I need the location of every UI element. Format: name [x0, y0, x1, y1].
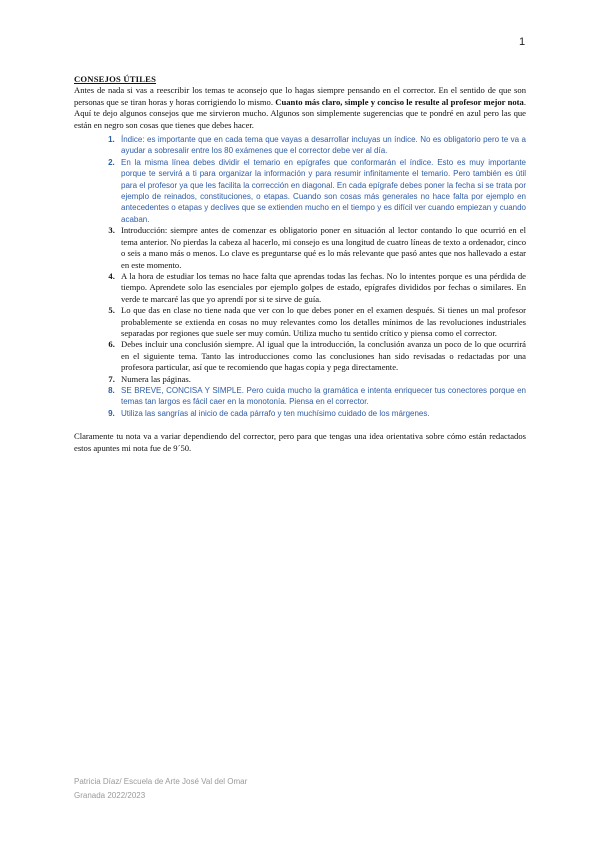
intro-text-2: . Aquí te dejo algunos consejos que me sirvieron mucho. Algunos son simplemente sugerencias que te pondré en azul pero las que están en negro son cosas que tienes que debes hacer. [74, 96, 526, 130]
list-item: 3. Introducción: siempre antes de comenzar es obligatorio poner en situación al lector contando lo que ocurrió en el tema anterior. No pierdas la cabeza al hacerlo, mi consejo es una longitud de cuatro líneas de texto a ordenador, cinco o seis a mano más o menos. Lo clave es preguntarse qué es lo más relevante que pasó antes que nos hallevado a estar en este momento. [117, 225, 526, 271]
list-item: 7. Numera las páginas. [117, 374, 526, 385]
list-item: 2. En la misma línea debes dividir el temario en epígrafes que conformarán el índice. Esto es muy importante porque te servirá a ti para organizar la información y para resumir infinitamente el temario. Pero también es útil para el profesor ya que les facilita la corrección en diagonal. En cada epígrafe debes poner la fecha si se trata por ejemplo de reinados, constituciones, o etapas. Cuando son cosas más generales no hace falta por ejemplo en antecedentes o etapas y declives que se extienden mucho en el tiempo y es difícil ver cuando empiezan y cuando acaban. [117, 157, 526, 225]
footer-author: Patricia Díaz/ Escuela de Arte José Val del Omar [74, 777, 248, 786]
footer-place-year: Granada 2022/2023 [74, 791, 146, 800]
list-item: 8. SE BREVE, CONCISA Y SIMPLE. Pero cuida mucho la gramática e intenta enriquecer tus conectores porque en temas tan largos es fácil caer en la monotonía. Piensa en el corrector. [117, 385, 526, 408]
list-item: 1. Índice: es importante que en cada tema que vayas a desarrollar incluyas un índice. No es obligatorio pero te va a ayudar a sobresalir entre los 80 exámenes que el corrector debe ver al día. [117, 134, 526, 157]
section-title: CONSEJOS ÚTILES [74, 74, 157, 84]
list-item: 4. A la hora de estudiar los temas no hace falta que aprendas todas las fechas. No lo intentes porque es una pérdida de tiempo. Aprendete solo las esenciales por ejemplo golpes de estado, epígrafes divididos por fechas o similares. En verde te marcaré las que yo aprendí por si te sirve de guía. [117, 271, 526, 305]
closing-paragraph: Claramente tu nota va a variar dependiendo del corrector, pero para que tengas una idea orientativa sobre cómo están redactados estos apuntes mi nota fue de 9´50. [74, 431, 526, 453]
list-item: 9. Utiliza las sangrías al inicio de cada párrafo y ten muchísimo cuidado de los márgenes. [117, 408, 526, 419]
page-number: 1 [519, 36, 526, 48]
page-footer [74, 775, 247, 803]
intro-bold-text: Cuanto más claro, simple y conciso le resulte al profesor mejor nota [275, 96, 524, 107]
list-item: 6. Debes incluir una conclusión siempre. Al igual que la introducción, la conclusión avanza un poco de lo que ocurrirá en el siguiente tema. Tanto las introducciones como las conclusiones han sido revisadas o redactadas por una profesora particular, así que te recomiendo que hagas copia y pega directamente. [117, 339, 526, 373]
intro-paragraph [74, 85, 526, 131]
tips-list [74, 134, 526, 419]
intro-text-1: Antes de nada si vas a reescribir los temas te aconsejo que lo hagas siempre pensando en el corrector. En el sentido de que son personas que se tiran horas y horas corrigiendo lo mismo. [74, 85, 526, 107]
list-item: 5. Lo que das en clase no tiene nada que ver con lo que debes poner en el examen después. Si tienes un mal profesor probablemente se extienda en cosas no muy relevantes como los detalles mínimos de las revoluciones industriales separadas por regiones que suele ser muy común. Utiliza mucho tu sentido crítico y piensa como el corrector. [117, 305, 526, 339]
document-body [74, 74, 526, 454]
